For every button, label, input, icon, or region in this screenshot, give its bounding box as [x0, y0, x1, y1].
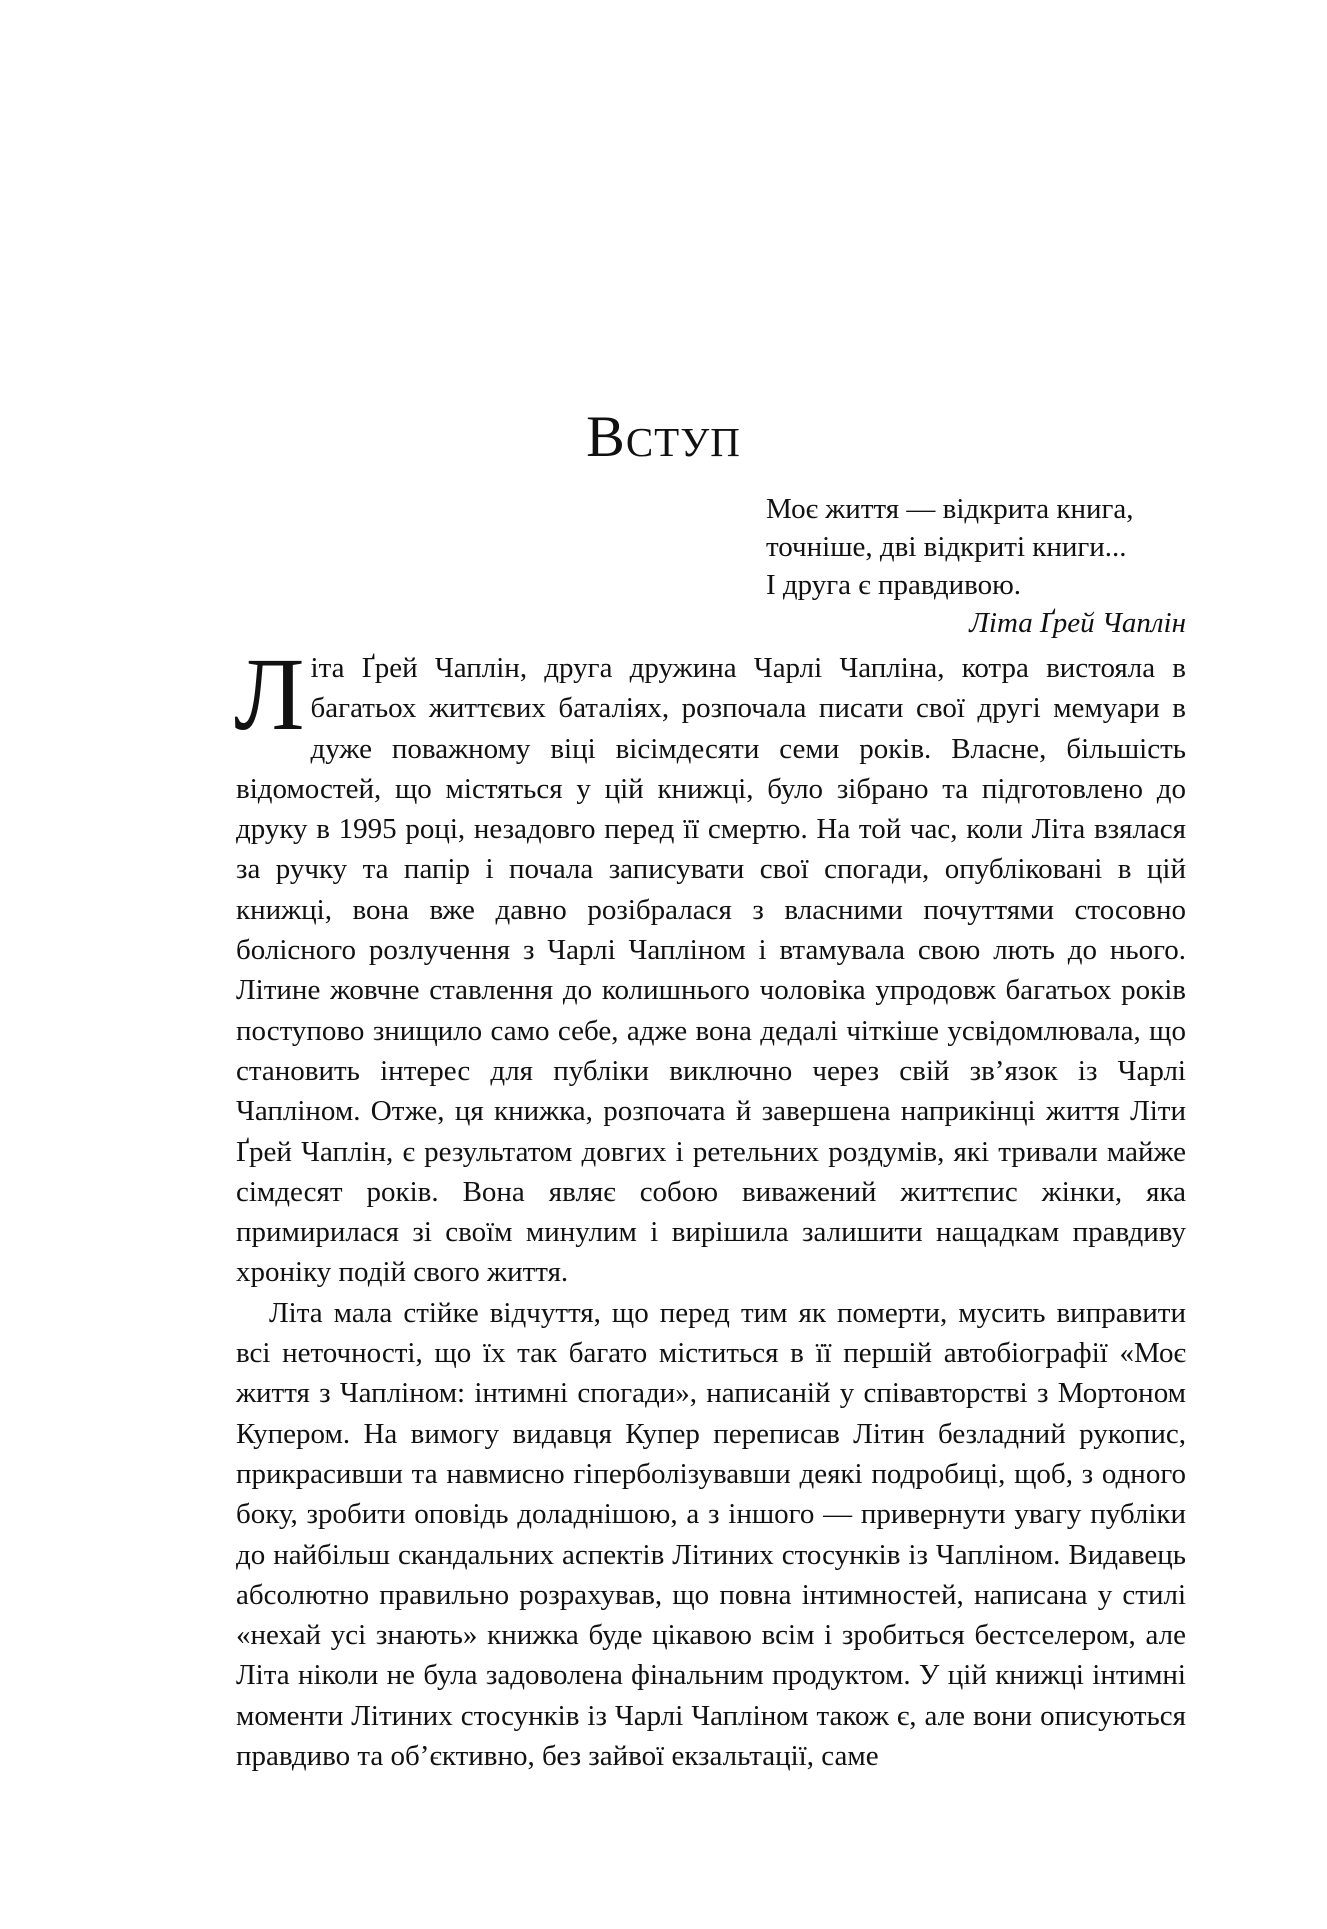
- epigraph-line: точніше, дві відкриті книги...: [766, 531, 1127, 563]
- paragraph-1: [234, 637, 1186, 1293]
- epigraph-line: І друга є правдивою.: [766, 569, 1022, 601]
- epigraph-author: Літа Ґрей Чаплін: [969, 607, 1186, 639]
- epigraph-line: Моє життя — відкрита книга,: [766, 493, 1134, 525]
- drop-cap: Л: [234, 637, 305, 752]
- epigraph: [766, 490, 1186, 642]
- chapter-title: Вступ: [586, 404, 741, 469]
- paragraph-2: Літа мала стійке відчуття, що перед тим як померти, мусить виправити всі неточності, що їх так багато міститься в її першій автобіографії «Моє життя з Чапліном: інтимні спогади», написаній у співавторстві з Мортоном Купером. На вимогу видавця Купер переписав Літин безладний рукопис, прикрасивши та навмисно гіперболізувавши деякі подробиці, щоб, з одного боку, зробити оповідь доладнішою, а з іншого — привернути увагу публіки до найбільш скандальних аспектів Літиних стосунків із Чапліном. Видавець абсолютно правильно розрахував, що повна інтимностей, написана у стилі «нехай усі знають» книжка буде цікавою всім і зробиться бестселером, але Літа ніколи не була задоволена фінальним продуктом. У цій книжці інтимні моменти Літиних стосунків із Чарлі Чапліном також є, але вони описуються правдиво та об’єктивно, без зайвої екзальтації, саме: [236, 1296, 1186, 1773]
- body-text: [234, 637, 1186, 1776]
- paragraph-1-text: іта Ґрей Чаплін, друга дружина Чарлі Чапліна, котра вистояла в багатьох життєвих баталіях, розпочала писати свої другі мемуари в дуже поважному віці вісімдесяти семи років. Власне, більшість відомостей, що містяться у цій книжці, було зібрано та підготовлено до друку в 1995 році, незадовго перед її смертю. На той час, коли Літа взялася за ручку та папір і почала записувати свої спогади, опубліковані в цій книжці, вона вже давно розібралася з власними почуттями стосовно болісного розлучення з Чарлі Чапліном і втамувала свою лють до нього. Літине жовчне ставлення до колишнього чоловіка упродовж багатьох років поступово знищило само себе, адже вона дедалі чіткіше усвідомлювала, що становить інтерес для публіки виключно через свій зв’язок із Чарлі Чапліном. Отже, ця книжка, розпочата й завершена наприкінці життя Літи Ґрей Чаплін, є результатом довгих і ретельних роздумів, які тривали майже сімдесят років. Вона являє собою виважений життєпис жінки, яка примирилася зі своїм минулим і вирішила залишити нащадкам правдиву хроніку подій свого життя.: [236, 652, 1186, 1289]
